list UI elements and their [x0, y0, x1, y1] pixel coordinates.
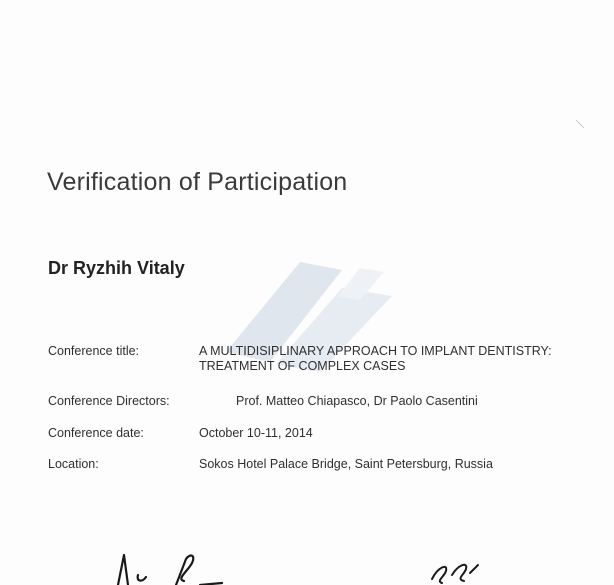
conference-title-line: TREATMENT OF COMPLEX CASES	[199, 359, 406, 373]
location-value: Sokos Hotel Palace Bridge, Saint Petersburg, Russia	[199, 457, 493, 471]
conference-directors-value: Prof. Matteo Chiapasco, Dr Paolo Casentini	[236, 394, 478, 408]
conference-title-value	[199, 344, 552, 374]
signature-left	[118, 555, 222, 585]
page-title: Verification of Participation	[47, 168, 348, 196]
signature-right	[432, 565, 478, 583]
signatures-area	[0, 545, 614, 585]
corner-scratch-mark	[574, 118, 588, 132]
conference-date-label: Conference date:	[48, 426, 144, 440]
location-label: Location:	[48, 457, 99, 471]
conference-title-line: A MULTIDISIPLINARY APPROACH TO IMPLANT DENTISTRY:	[199, 344, 552, 358]
conference-title-label: Conference title:	[48, 344, 140, 358]
participant-name: Dr Ryzhih Vitaly	[48, 258, 185, 278]
conference-date-value: October 10-11, 2014	[199, 426, 313, 440]
conference-directors-label: Conference Directors:	[48, 394, 170, 408]
